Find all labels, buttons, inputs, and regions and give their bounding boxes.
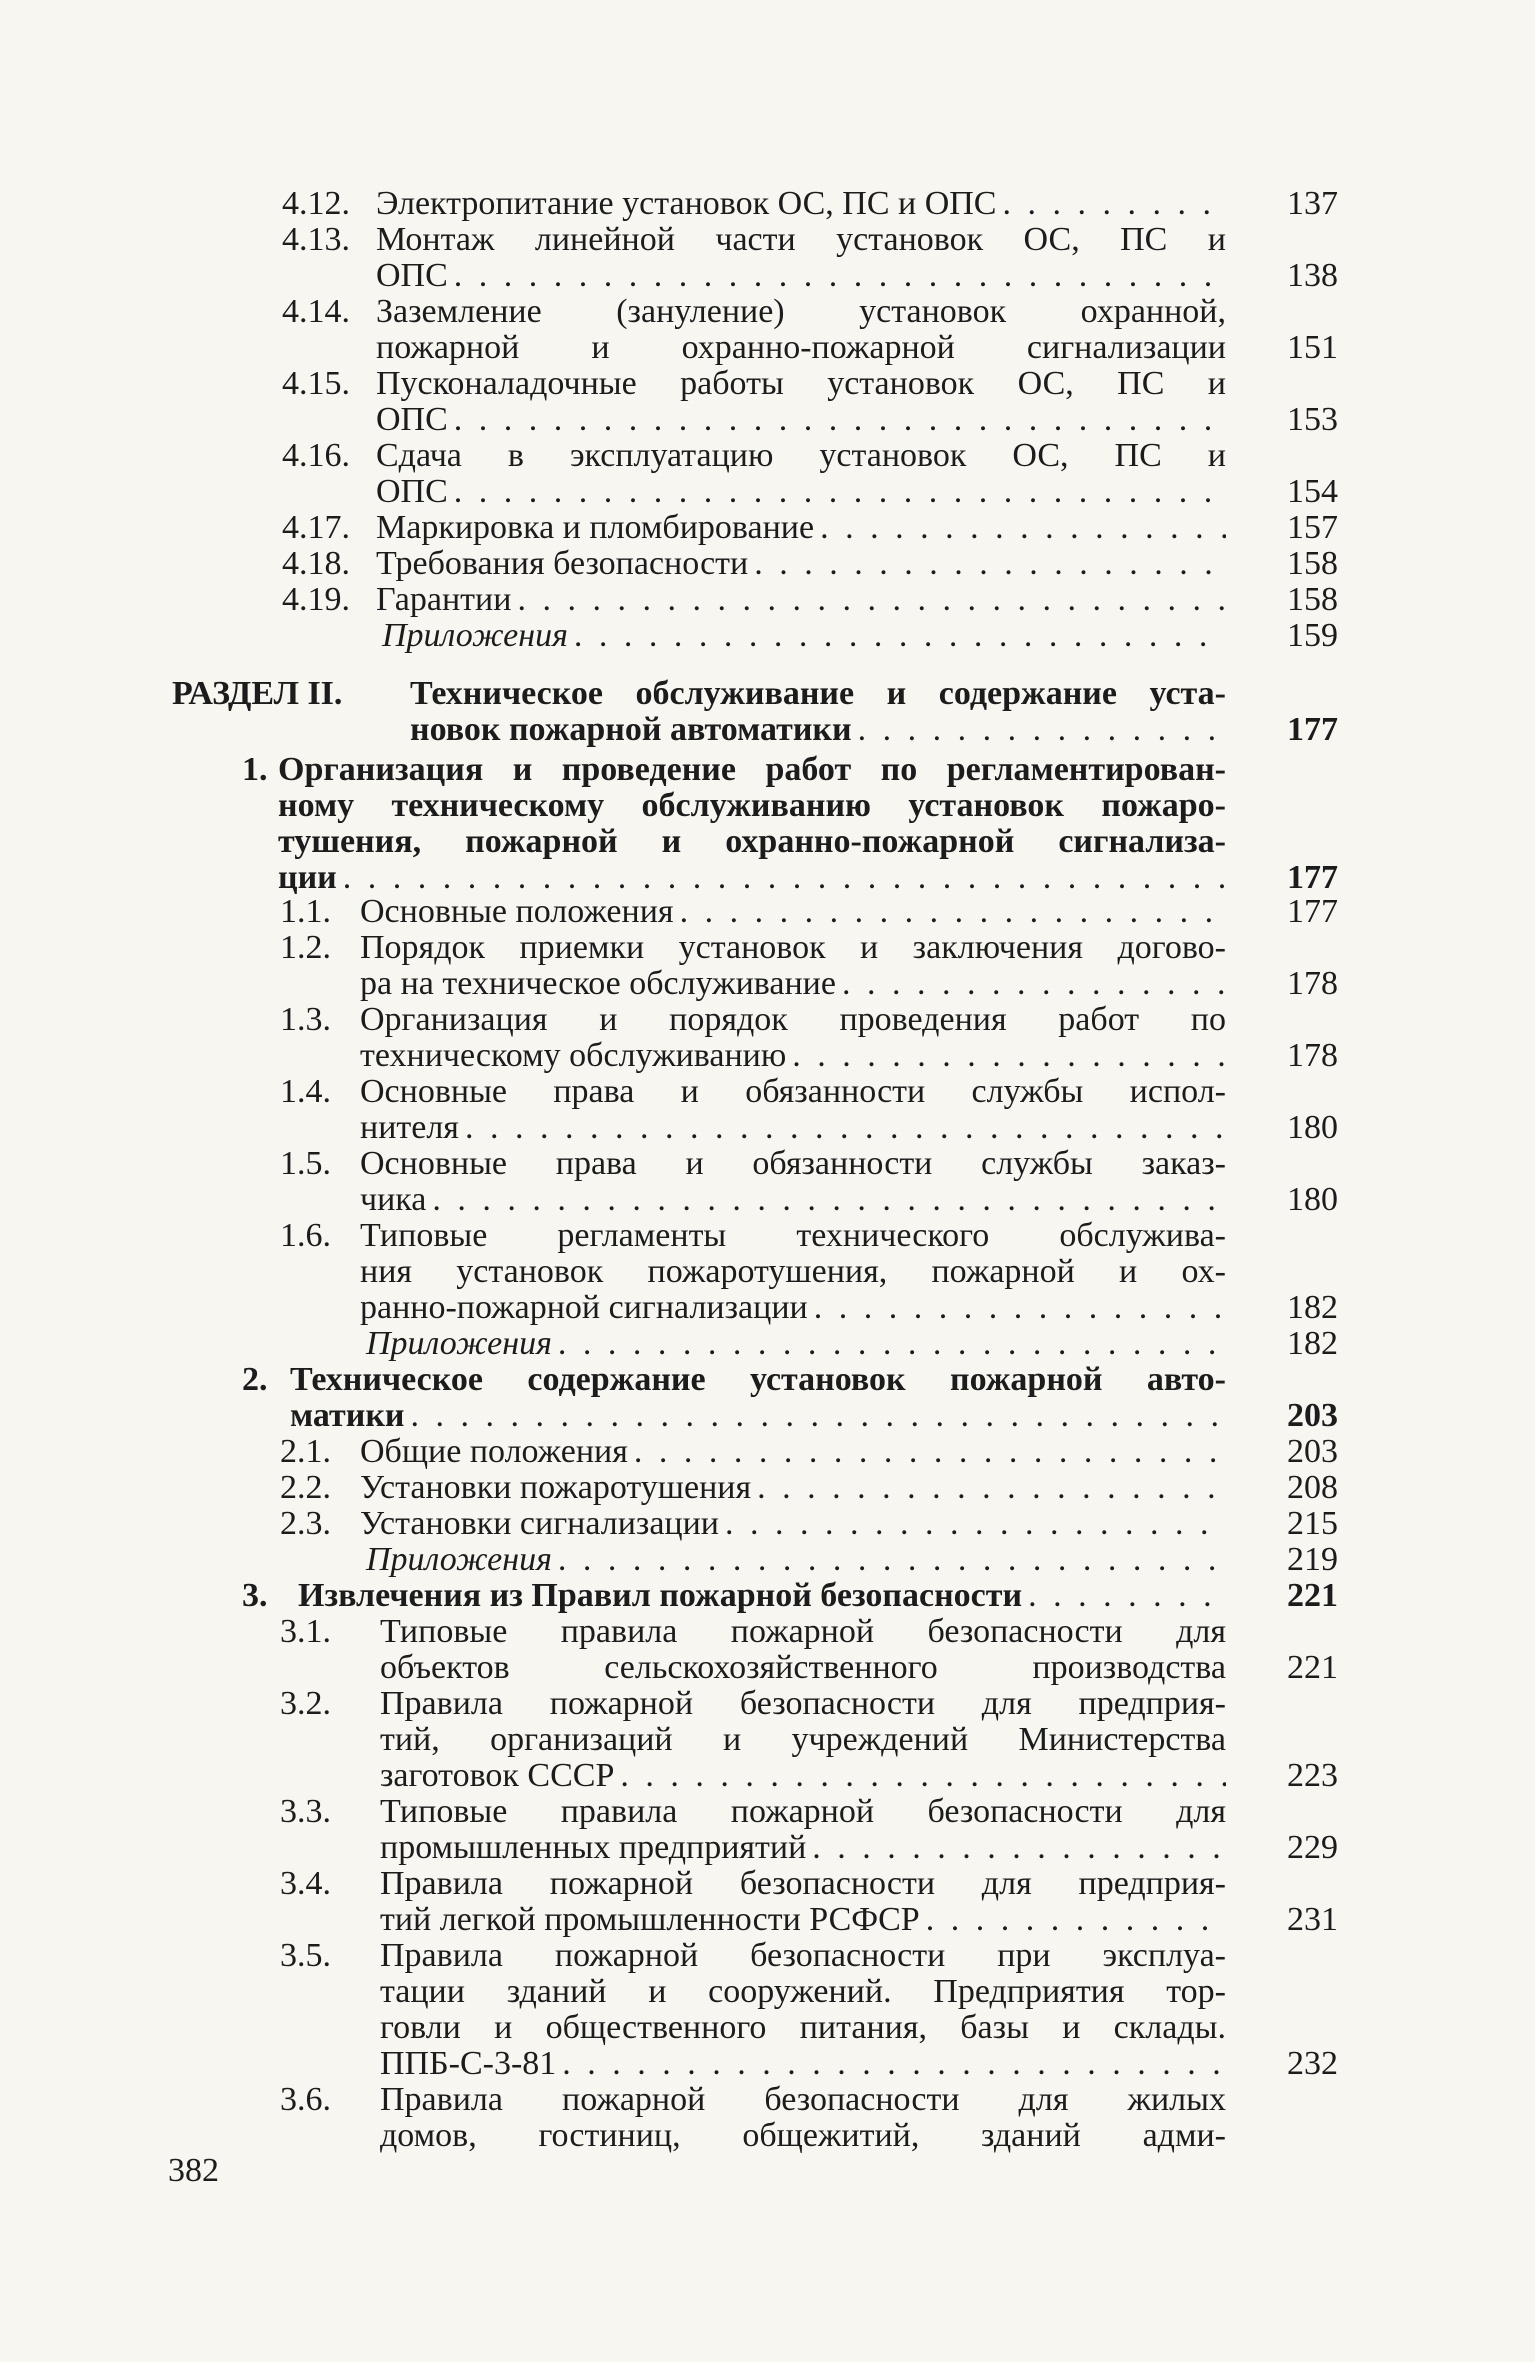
entry-line: тушения, пожарной и охранно-пожарной сигнализа-	[278, 823, 1226, 860]
entry-number: 4.12.	[282, 185, 350, 222]
dot-leader	[814, 1290, 1226, 1326]
entry-page: 182	[1287, 1289, 1338, 1326]
entry-line	[360, 1182, 1226, 1218]
dot-leader	[558, 1326, 1226, 1362]
entry-number: 1.6.	[280, 1217, 331, 1254]
entry-line	[278, 860, 1226, 896]
entry-text: ОПС	[376, 257, 448, 294]
entry-line	[382, 618, 1226, 654]
entry-page: 221	[1287, 1649, 1338, 1686]
dot-leader	[465, 1110, 1226, 1146]
entry-line: Типовые правила пожарной безопасности для	[380, 1793, 1226, 1830]
entry-line	[290, 1398, 1226, 1434]
dot-leader	[558, 1542, 1226, 1578]
entry-line	[366, 1542, 1226, 1578]
entry-page: 232	[1287, 2045, 1338, 2082]
entry-line	[360, 1506, 1226, 1542]
entry-page: 229	[1287, 1829, 1338, 1866]
dot-leader	[754, 546, 1226, 582]
dot-leader	[842, 966, 1226, 1002]
entry-line: Заземление (зануление) установок охранной,	[376, 293, 1226, 330]
entry-number: 3.2.	[280, 1685, 331, 1722]
entry-text: Основные положения	[360, 893, 674, 930]
entry-text: тий легкой промышленности РСФСР	[380, 1901, 920, 1938]
entry-page: 231	[1287, 1901, 1338, 1938]
dot-leader	[926, 1902, 1226, 1938]
entry-text: Приложения	[382, 617, 568, 654]
entry-line	[376, 258, 1226, 294]
entry-line: Типовые правила пожарной безопасности для	[380, 1613, 1226, 1650]
entry-number: 1.3.	[280, 1001, 331, 1038]
entry-line	[360, 894, 1226, 930]
entry-line: домов, гостиниц, общежитий, зданий адми-	[380, 2117, 1226, 2154]
entry-number: 4.17.	[282, 509, 350, 546]
entry-line	[376, 186, 1226, 222]
dot-leader	[820, 510, 1226, 546]
entry-line: тации зданий и сооружений. Предприятия тор-	[380, 1973, 1226, 2010]
entry-page: 138	[1287, 257, 1338, 294]
entry-number: 3.3.	[280, 1793, 331, 1830]
entry-text: матики	[290, 1397, 405, 1434]
dot-leader	[454, 258, 1226, 294]
entry-number: 3.	[242, 1577, 268, 1614]
entry-line	[360, 1290, 1226, 1326]
entry-number: 2.1.	[280, 1433, 331, 1470]
dot-leader	[454, 402, 1226, 438]
entry-number: 1.4.	[280, 1073, 331, 1110]
entry-line	[366, 1326, 1226, 1362]
entry-page: 178	[1287, 965, 1338, 1002]
entry-page: 203	[1287, 1397, 1338, 1434]
entry-page: 177	[1287, 859, 1338, 896]
entry-text: чика	[360, 1181, 427, 1218]
entry-number: 3.5.	[280, 1937, 331, 1974]
dot-leader	[432, 1182, 1226, 1218]
entry-page: 158	[1287, 581, 1338, 618]
entry-line	[360, 1038, 1226, 1074]
entry-page: 177	[1287, 711, 1338, 748]
entry-page: 177	[1287, 893, 1338, 930]
dot-leader	[680, 894, 1226, 930]
entry-text: ранно-пожарной сигнализации	[360, 1289, 808, 1326]
entry-text: ции	[278, 859, 337, 896]
entry-number: 2.2.	[280, 1469, 331, 1506]
entry-text: нителя	[360, 1109, 459, 1146]
entry-page: 219	[1287, 1541, 1338, 1578]
entry-page: 158	[1287, 545, 1338, 582]
entry-number: 1.1.	[280, 893, 331, 930]
entry-line: ния установок пожаротушения, пожарной и ох-	[360, 1253, 1226, 1290]
entry-text: Приложения	[366, 1325, 552, 1362]
entry-page: 223	[1287, 1757, 1338, 1794]
entry-line: Порядок приемки установок и заключения догово-	[360, 929, 1226, 966]
entry-page: 157	[1287, 509, 1338, 546]
entry-number: 3.4.	[280, 1865, 331, 1902]
dot-leader	[792, 1038, 1226, 1074]
entry-text: Электропитание установок ОС, ПС и ОПС	[376, 185, 997, 222]
entry-page: 154	[1287, 473, 1338, 510]
entry-number: 4.18.	[282, 545, 350, 582]
entry-line	[360, 1110, 1226, 1146]
entry-number: 1.	[242, 751, 268, 788]
entry-text: заготовок СССР	[380, 1757, 615, 1794]
entry-line: Основные права и обязанности службы испол-	[360, 1073, 1226, 1110]
entry-page: 178	[1287, 1037, 1338, 1074]
entry-number: 3.6.	[280, 2081, 331, 2118]
entry-page: 221	[1287, 1577, 1338, 1614]
dot-leader	[1002, 186, 1226, 222]
entry-page: 180	[1287, 1181, 1338, 1218]
dot-leader	[454, 474, 1226, 510]
dot-leader	[411, 1398, 1226, 1434]
entry-text: Требования безопасности	[376, 545, 749, 582]
entry-line: Организация и порядок проведения работ по	[360, 1001, 1226, 1038]
entry-line: объектов сельскохозяйственного производства	[380, 1649, 1226, 1686]
dot-leader	[562, 2046, 1226, 2082]
dot-leader	[517, 582, 1226, 618]
entry-text: ППБ-С-3-81	[380, 2045, 557, 2082]
entry-text: Общие положения	[360, 1433, 628, 1470]
entry-line: Пусконаладочные работы установок ОС, ПС и	[376, 365, 1226, 402]
entry-line	[376, 582, 1226, 618]
entry-number: 3.1.	[280, 1613, 331, 1650]
entry-text: ОПС	[376, 473, 448, 510]
entry-number: 2.	[242, 1361, 268, 1398]
dot-leader	[1028, 1578, 1226, 1614]
entry-text: новок пожарной автоматики	[410, 711, 852, 748]
entry-line	[360, 1470, 1226, 1506]
entry-text: Установки сигнализации	[360, 1505, 719, 1542]
entry-line: Типовые регламенты технического обслужива-	[360, 1217, 1226, 1254]
entry-number: 1.2.	[280, 929, 331, 966]
entry-line: тий, организаций и учреждений Министерства	[380, 1721, 1226, 1758]
entry-text: промышленных предприятий	[380, 1829, 807, 1866]
entry-page: 151	[1287, 329, 1338, 366]
dot-leader	[725, 1506, 1226, 1542]
dot-leader	[858, 712, 1226, 748]
entry-line: Основные права и обязанности службы заказ-	[360, 1145, 1226, 1182]
entry-line: говли и общественного питания, базы и склады.	[380, 2009, 1226, 2046]
entry-text: ра на техническое обслуживание	[360, 965, 836, 1002]
entry-page: 182	[1287, 1325, 1338, 1362]
entry-line: Организация и проведение работ по регламентирован-	[278, 751, 1226, 788]
dot-leader	[620, 1758, 1226, 1794]
entry-line: Правила пожарной безопасности при эксплуа-	[380, 1937, 1226, 1974]
entry-page: 215	[1287, 1505, 1338, 1542]
entry-line	[360, 966, 1226, 1002]
entry-line: Сдача в эксплуатацию установок ОС, ПС и	[376, 437, 1226, 474]
entry-line: Монтаж линейной части установок ОС, ПС и	[376, 221, 1226, 258]
entry-line	[376, 402, 1226, 438]
entry-line: Техническое содержание установок пожарной авто-	[290, 1361, 1226, 1398]
entry-page: 208	[1287, 1469, 1338, 1506]
entry-number: 4.19.	[282, 581, 350, 618]
dot-leader	[343, 860, 1226, 896]
entry-line: пожарной и охранно-пожарной сигнализации	[376, 329, 1226, 366]
entry-number: 4.15.	[282, 365, 350, 402]
entry-page: 137	[1287, 185, 1338, 222]
dot-leader	[634, 1434, 1226, 1470]
dot-leader	[757, 1470, 1226, 1506]
entry-line	[380, 1902, 1226, 1938]
entry-line	[380, 1758, 1226, 1794]
entry-line: Правила пожарной безопасности для предприя-	[380, 1865, 1226, 1902]
dot-leader	[574, 618, 1226, 654]
entry-line	[376, 546, 1226, 582]
entry-number: 1.5.	[280, 1145, 331, 1182]
entry-line	[380, 2046, 1226, 2082]
entry-text: Установки пожаротушения	[360, 1469, 752, 1506]
entry-line	[360, 1434, 1226, 1470]
entry-text: ОПС	[376, 401, 448, 438]
entry-line	[298, 1578, 1226, 1614]
entry-number: 2.3.	[280, 1505, 331, 1542]
entry-number: 4.16.	[282, 437, 350, 474]
entry-line	[376, 474, 1226, 510]
section-number: РАЗДЕЛ II.	[172, 675, 343, 712]
entry-number: 4.13.	[282, 221, 350, 258]
entry-text: Извлечения из Правил пожарной безопасности	[298, 1577, 1023, 1614]
entry-line	[410, 712, 1226, 748]
entry-line: ному техническому обслуживанию установок пожаро-	[278, 787, 1226, 824]
entry-text: Маркировка и пломбирование	[376, 509, 815, 546]
page-number: 382	[168, 2152, 219, 2189]
entry-page: 153	[1287, 401, 1338, 438]
entry-line: Правила пожарной безопасности для жилых	[380, 2081, 1226, 2118]
entry-line	[376, 510, 1226, 546]
entry-page: 203	[1287, 1433, 1338, 1470]
entry-text: Гарантии	[376, 581, 512, 618]
entry-number: 4.14.	[282, 293, 350, 330]
entry-text: Приложения	[366, 1541, 552, 1578]
entry-text: техническому обслуживанию	[360, 1037, 787, 1074]
entry-page: 180	[1287, 1109, 1338, 1146]
entry-page: 159	[1287, 617, 1338, 654]
entry-line	[380, 1830, 1226, 1866]
dot-leader	[812, 1830, 1226, 1866]
entry-line: Техническое обслуживание и содержание уста-	[410, 675, 1226, 712]
entry-line: Правила пожарной безопасности для предприя-	[380, 1685, 1226, 1722]
